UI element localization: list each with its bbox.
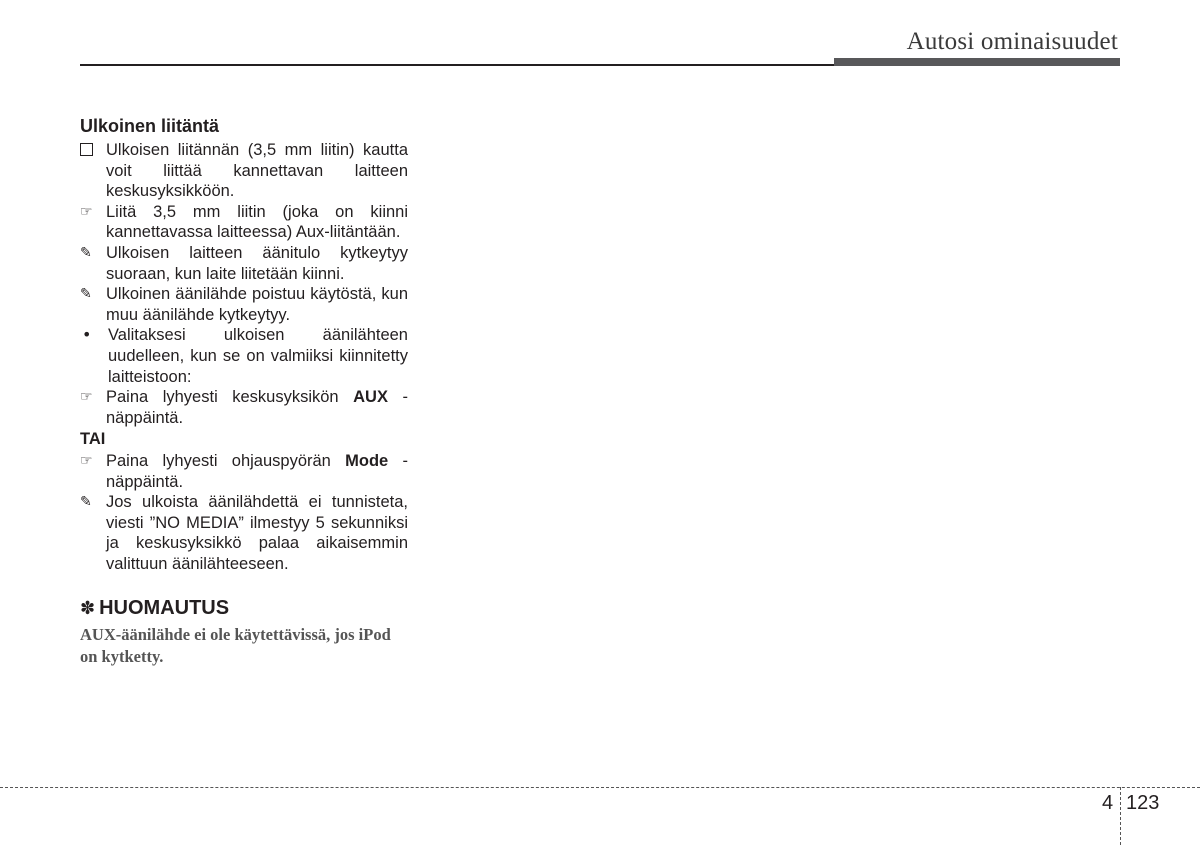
- list-item-text: Paina lyhyesti ohjauspyörän Mode - näppäintä.: [106, 451, 408, 491]
- note-text: AUX-äänilähde ei ole käytettävissä, jos iPod on kytketty.: [80, 625, 391, 667]
- or-label: TAI: [80, 430, 106, 449]
- list-item: [80, 492, 408, 574]
- note-heading: [80, 596, 408, 621]
- list-item-text: Ulkoinen äänilähde poistuu käytöstä, kun muu äänilähde kytkeytyy.: [106, 285, 408, 324]
- chapter-number: 4: [1102, 792, 1114, 814]
- pointing-hand-icon: ☞: [80, 452, 93, 469]
- asterisk-icon: ✽: [80, 598, 96, 620]
- list-item: [80, 451, 408, 492]
- page-header-title: Autosi ominaisuudet: [906, 28, 1118, 55]
- pointing-hand-icon: ☞: [80, 203, 93, 220]
- list-item-text: Jos ulkoista äänilähdettä ei tunnisteta, viesti ”NO MEDIA” ilmestyy 5 sekunniksi ja keskusyksikkö palaa aikaisemmin valittuun äänilähteeseen.: [106, 493, 408, 573]
- list-item: [80, 243, 408, 284]
- pencil-icon: ✎: [80, 494, 92, 511]
- aux-key-label: AUX: [353, 388, 388, 407]
- list-item-text: Paina lyhyesti keskusyksikön AUX - näppäintä.: [106, 388, 408, 427]
- list-item-text: Valitaksesi ulkoisen äänilähteen uudelleen, kun se on valmiiksi kiinnitetty laitteistoon:: [108, 326, 408, 386]
- list-item: [80, 202, 408, 243]
- list-item: [80, 140, 408, 202]
- list-item: [80, 325, 408, 387]
- header-rule: [80, 64, 840, 66]
- note-title: HUOMAUTUS: [99, 597, 230, 620]
- main-column: [80, 116, 408, 668]
- mode-key-label: Mode: [345, 451, 389, 470]
- pencil-icon: ✎: [80, 286, 92, 303]
- pointing-hand-icon: ☞: [80, 389, 93, 406]
- bullet-icon: •: [82, 325, 92, 345]
- section-heading: Ulkoinen liitäntä: [80, 116, 220, 136]
- page-number: 123: [1126, 792, 1160, 814]
- footer-rule: [0, 787, 1200, 788]
- footer-divider: [1120, 787, 1121, 845]
- list-item: [80, 387, 408, 428]
- list-item-text: Ulkoisen liitännän (3,5 mm liitin) kautta voit liittää kannettavan laitteen keskusyksikköön.: [106, 141, 408, 201]
- header-rule-accent: [834, 58, 1120, 66]
- pencil-icon: ✎: [80, 244, 92, 261]
- list-item: [80, 284, 408, 325]
- list-item-text: Liitä 3,5 mm liitin (joka on kiinni kannettavassa laitteessa) Aux-liitäntään.: [106, 202, 408, 242]
- list-item-text: Ulkoisen laitteen äänitulo kytkeytyy suoraan, kun laite liitetään kiinni.: [106, 243, 408, 283]
- checkbox-icon: [80, 140, 106, 156]
